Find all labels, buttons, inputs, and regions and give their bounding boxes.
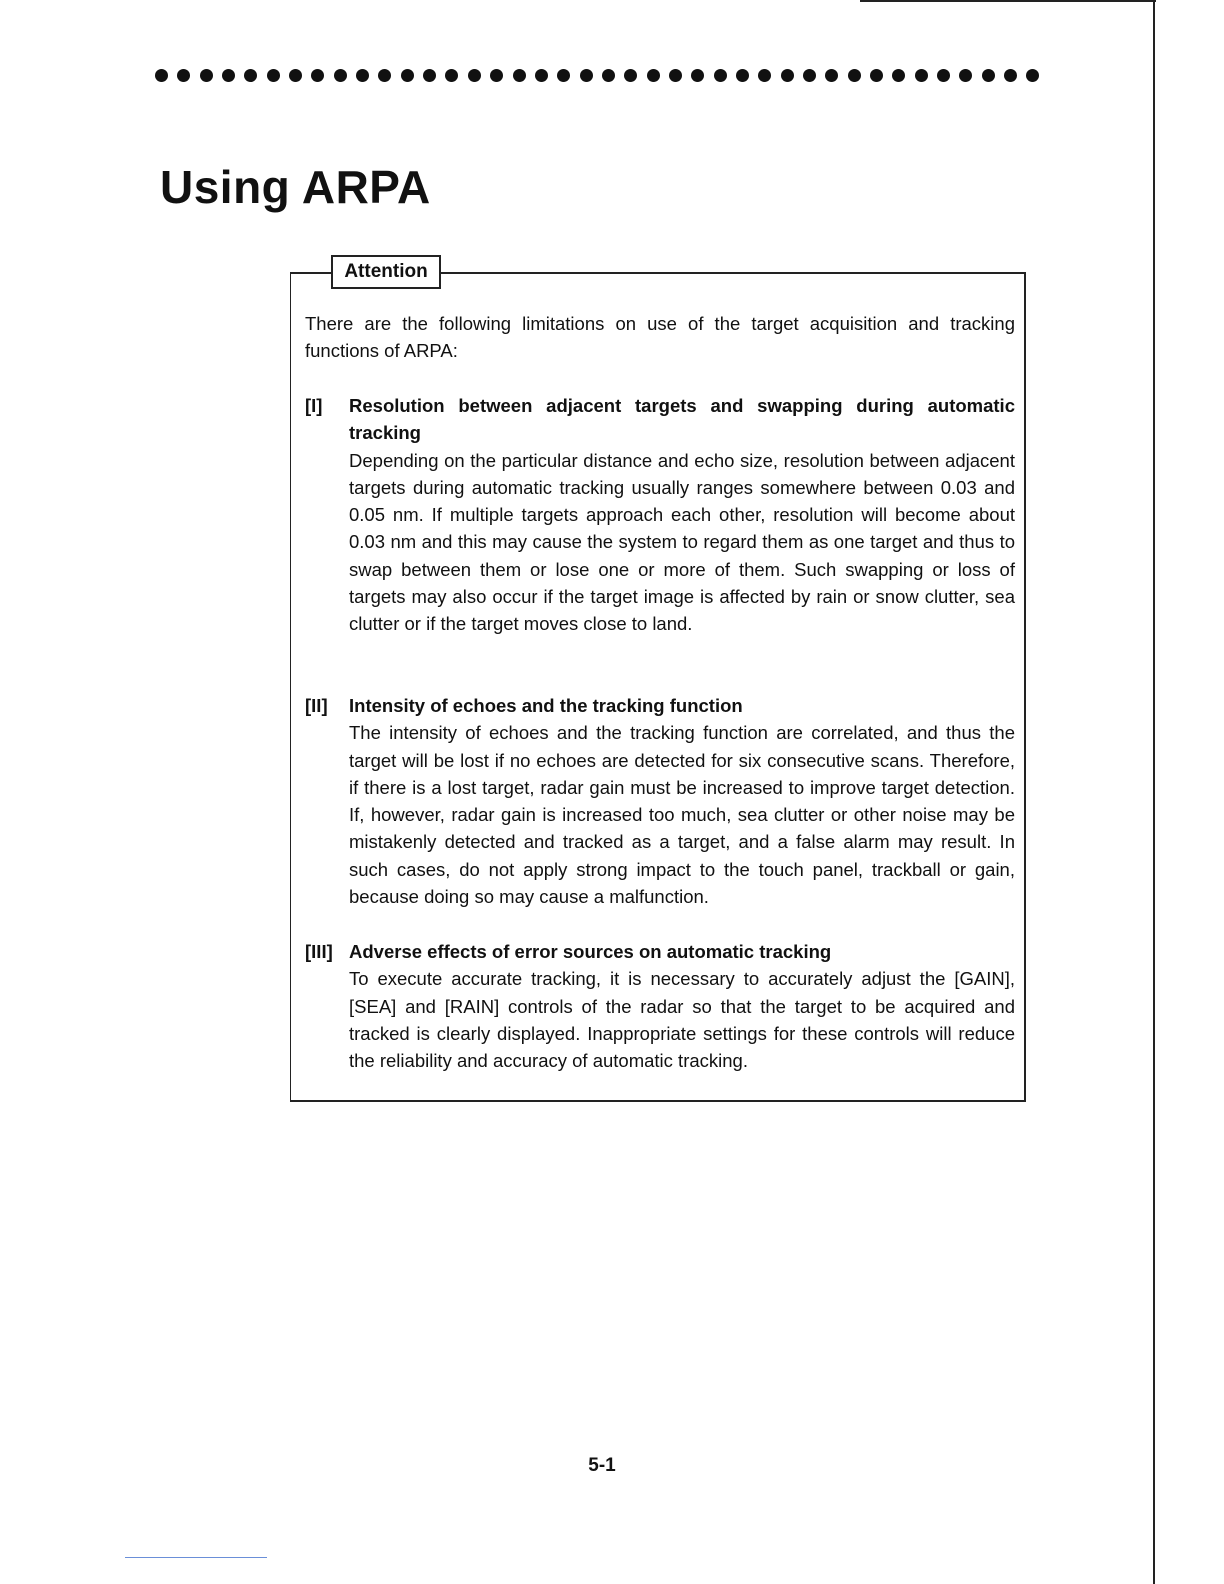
item-heading: Intensity of echoes and the tracking function xyxy=(349,695,743,716)
attention-label: Attention xyxy=(331,255,441,289)
item-number: [III] xyxy=(305,941,333,962)
item-heading: Resolution between adjacent targets and swapping during automatic tracking xyxy=(349,395,1015,444)
item-number: [I] xyxy=(305,395,323,416)
page-title: Using ARPA xyxy=(160,161,431,213)
item-heading: Adverse effects of error sources on automatic tracking xyxy=(349,941,832,962)
item-text: To execute accurate tracking, it is necessary to accurately adjust the [GAIN], [SEA] and [RAIN] controls of the radar so that the target to be acquired and tracked is clearly displayed. Inappropriate settings for these controls will reduce the reliability and accuracy of automatic tracking. xyxy=(349,968,1015,1072)
footer-rule xyxy=(125,1557,267,1558)
page-number: 5-1 xyxy=(588,1455,616,1476)
item-number: [II] xyxy=(305,695,328,716)
page-border-top xyxy=(860,0,1156,2)
page-border-right xyxy=(1153,0,1155,1584)
item-text: The intensity of echoes and the tracking function are correlated, and thus the target will be lost if no echoes are detected for six consecutive scans. Therefore, if there is a lost target, radar gain must be increased to improve target detection. If, however, radar gain is increased too much, sea clutter or other noise may be mistakenly detected and tracked as a target, and a false alarm may result. In such cases, do not apply strong impact to the touch panel, trackball or gain, because doing so may cause a malfunction. xyxy=(349,722,1015,908)
item-text: Depending on the particular distance and echo size, resolution between adjacent targets during automatic tracking usually ranges somewhere between 0.03 and 0.05 nm. If multiple targets approach each other, resolution will become about 0.03 nm and this may cause the system to regard them as one target and thus to swap between them or lose one or more of them. Such swapping or loss of targets may also occur if the target image is affected by rain or snow clutter, sea clutter or if the target moves close to land. xyxy=(349,449,1015,635)
attention-intro: There are the following limitations on use of the target acquisition and tracking functions of ARPA: xyxy=(305,313,1015,362)
decorative-dot-row xyxy=(155,66,1040,84)
